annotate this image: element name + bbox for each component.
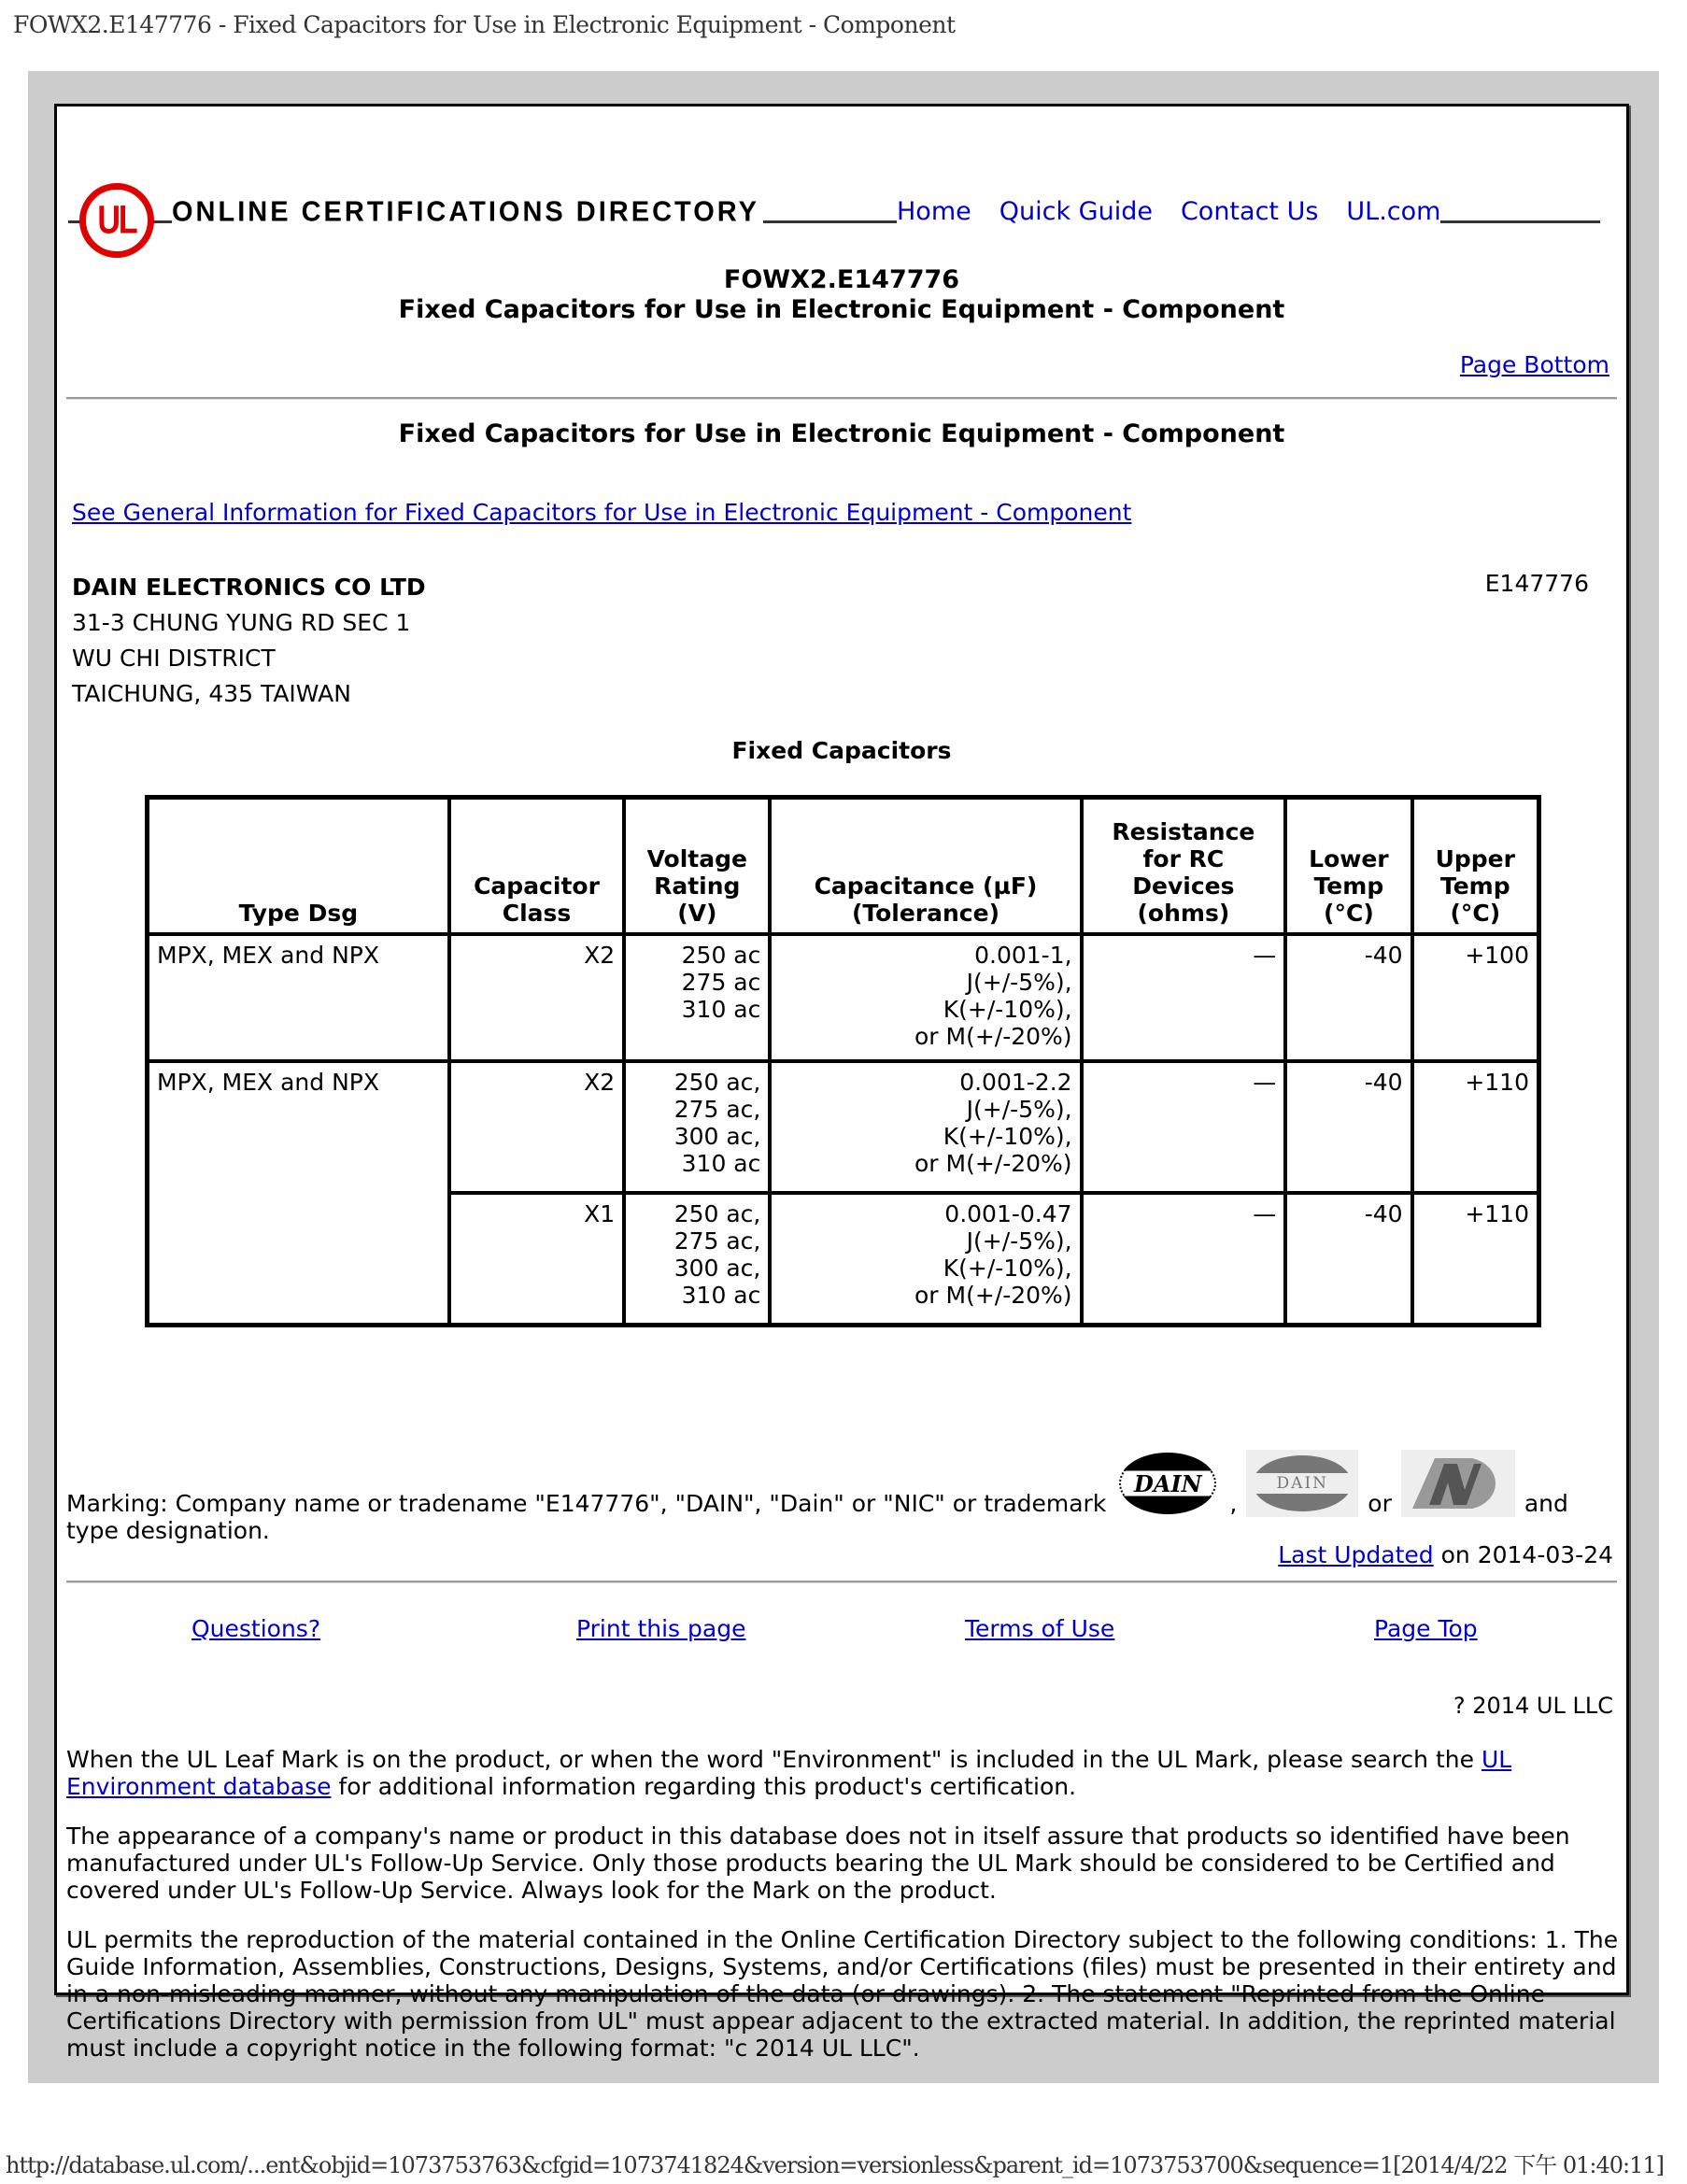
nav-home[interactable]: Home: [897, 197, 971, 226]
capacitors-table: [145, 795, 1541, 1327]
reproduction-conditions: UL permits the reproduction of the material contained in the Online Certification Directory subject to the following conditions: 1. The Guide Information, Assemblies, Constructions, Designs, Systems, and/or Certifications (files) must be presented in their entirety and in a non-misleading manner, without any manipulation of the data (or drawings). 2. The statement "Reprinted from the Online Certifications Directory with permission from UL" must appear adjacent to the extracted material. In addition, the reprinted material must include a copyright notice in the following format: "c 2014 UL LLC".: [66, 1926, 1619, 2062]
cell-class: X2: [449, 1061, 624, 1193]
divider: [66, 1581, 1617, 1583]
company-name: DAIN ELECTRONICS CO LTD: [72, 574, 426, 601]
cell-upper-temp: +100: [1412, 934, 1539, 1061]
dain-trademark-black-icon: DAIN: [1115, 1450, 1220, 1517]
last-updated-date: on 2014-03-24: [1440, 1541, 1613, 1568]
appearance-disclaimer: The appearance of a company's name or product in this database does not in itself assure that products so identified have been manufactured under UL's Follow-Up Service. Only those products bearing the UL Mark should be considered to be Certified and covered under UL's Follow-Up Service. Always look for the Mark on the product.: [66, 1822, 1570, 1904]
address-line: TAICHUNG, 435 TAIWAN: [72, 680, 351, 707]
top-nav: [897, 197, 1440, 226]
environment-notice: When the UL Leaf Mark is on the product, or when the word "Environment" is included in the UL Mark, please search the UL Environment database for additional information regarding this product's certification.: [66, 1746, 1512, 1800]
cell-resistance: —: [1082, 934, 1286, 1061]
table-row: [148, 934, 1539, 1061]
table-caption: Fixed Capacitors: [731, 737, 952, 764]
cell-upper-temp: +110: [1412, 1061, 1539, 1193]
header-capacitor-class: Capacitor Class: [449, 798, 624, 935]
table-row: [148, 1061, 1539, 1193]
address-line: WU CHI DISTRICT: [72, 645, 276, 672]
header-capacitance: Capacitance (µF) (Tolerance): [770, 798, 1081, 935]
cell-resistance: —: [1082, 1061, 1286, 1193]
print-page-link[interactable]: Print this page: [576, 1615, 746, 1642]
cell-voltage: 250 ac, 275 ac, 300 ac, 310 ac: [624, 1193, 770, 1326]
nd-trademark-icon: [1401, 1450, 1515, 1517]
cell-lower-temp: -40: [1285, 1193, 1411, 1326]
cell-lower-temp: -40: [1285, 934, 1411, 1061]
cell-capacitance: 0.001-0.47 J(+/-5%), K(+/-10%), or M(+/-20%): [770, 1193, 1081, 1326]
cell-class: X1: [449, 1193, 624, 1326]
cell-class: X2: [449, 934, 624, 1061]
ul-environment-database-link[interactable]: UL Environment database: [66, 1746, 1512, 1800]
page-frame: [28, 71, 1659, 2083]
nav-contact-us[interactable]: Contact Us: [1180, 197, 1319, 226]
cell-voltage: 250 ac 275 ac 310 ac: [624, 934, 770, 1061]
marking-line2: type designation.: [66, 1517, 270, 1544]
document-code: FOWX2.E147776: [723, 265, 960, 294]
terms-of-use-link[interactable]: Terms of Use: [965, 1615, 1115, 1642]
cell-type-dsg: MPX, MEX and NPX: [148, 1061, 449, 1326]
header-resistance: Resistance for RC Devices (ohms): [1082, 798, 1286, 935]
cell-voltage: 250 ac, 275 ac, 300 ac, 310 ac: [624, 1061, 770, 1193]
last-updated-link[interactable]: Last Updated: [1278, 1541, 1434, 1568]
ul-logo-icon: UL: [79, 183, 154, 258]
cell-upper-temp: +110: [1412, 1193, 1539, 1326]
dain-trademark-gray-icon: DAIN: [1246, 1450, 1358, 1517]
last-updated: [1278, 1541, 1613, 1568]
table-header-row: [148, 798, 1539, 935]
marking-text: Marking: Company name or tradename "E147776", "DAIN", "Dain" or "NIC" or trademark DAIN , DAIN or and type designation.: [66, 1450, 1617, 1544]
questions-link[interactable]: Questions?: [191, 1615, 321, 1642]
header-type-dsg: Type Dsg: [148, 798, 449, 935]
nav-quick-guide[interactable]: Quick Guide: [999, 197, 1153, 226]
directory-title: ONLINE CERTIFICATIONS DIRECTORY: [172, 196, 763, 229]
header-voltage-rating: Voltage Rating (V): [624, 798, 770, 935]
nav-ul-com[interactable]: UL.com: [1346, 197, 1441, 226]
divider: [66, 397, 1617, 400]
cell-lower-temp: -40: [1285, 1061, 1411, 1193]
address-line: 31-3 CHUNG YUNG RD SEC 1: [72, 609, 411, 636]
cell-capacitance: 0.001-2.2 J(+/-5%), K(+/-10%), or M(+/-20%): [770, 1061, 1081, 1193]
certification-sheet: [54, 104, 1629, 2062]
print-header-title: FOWX2.E147776 - Fixed Capacitors for Use in Electronic Equipment - Component: [13, 11, 956, 38]
page-top-link[interactable]: Page Top: [1374, 1615, 1478, 1642]
marking-description: Marking: Company name or tradename "E147776", "DAIN", "Dain" or "NIC" or trademark: [66, 1490, 1107, 1517]
document-title: Fixed Capacitors for Use in Electronic Equipment - Component: [398, 295, 1285, 324]
print-footer-url: http://database.ul.com/...ent&objid=1073753763&cfgid=1073741824&version=versionless&parent_id=1073753700&sequence=1[2014/4/22 下午 01:40:11]: [6, 2152, 1664, 2178]
file-number: E147776: [1484, 570, 1589, 597]
cell-type-dsg: MPX, MEX and NPX: [148, 934, 449, 1061]
company-block: [72, 570, 426, 712]
cell-resistance: —: [1082, 1193, 1286, 1326]
header-lower-temp: Lower Temp (°C): [1285, 798, 1411, 935]
cell-capacitance: 0.001-1, J(+/-5%), K(+/-10%), or M(+/-20%): [770, 934, 1081, 1061]
section-title: Fixed Capacitors for Use in Electronic Equipment - Component: [398, 419, 1285, 448]
directory-header: [68, 144, 1600, 243]
document-heading: [57, 265, 1626, 325]
header-upper-temp: Upper Temp (°C): [1412, 798, 1539, 935]
page-bottom-link[interactable]: Page Bottom: [1459, 351, 1609, 378]
general-info-link[interactable]: See General Information for Fixed Capacitors for Use in Electronic Equipment - Component: [72, 499, 1132, 526]
copyright: ? 2014 UL LLC: [1453, 1693, 1613, 1719]
